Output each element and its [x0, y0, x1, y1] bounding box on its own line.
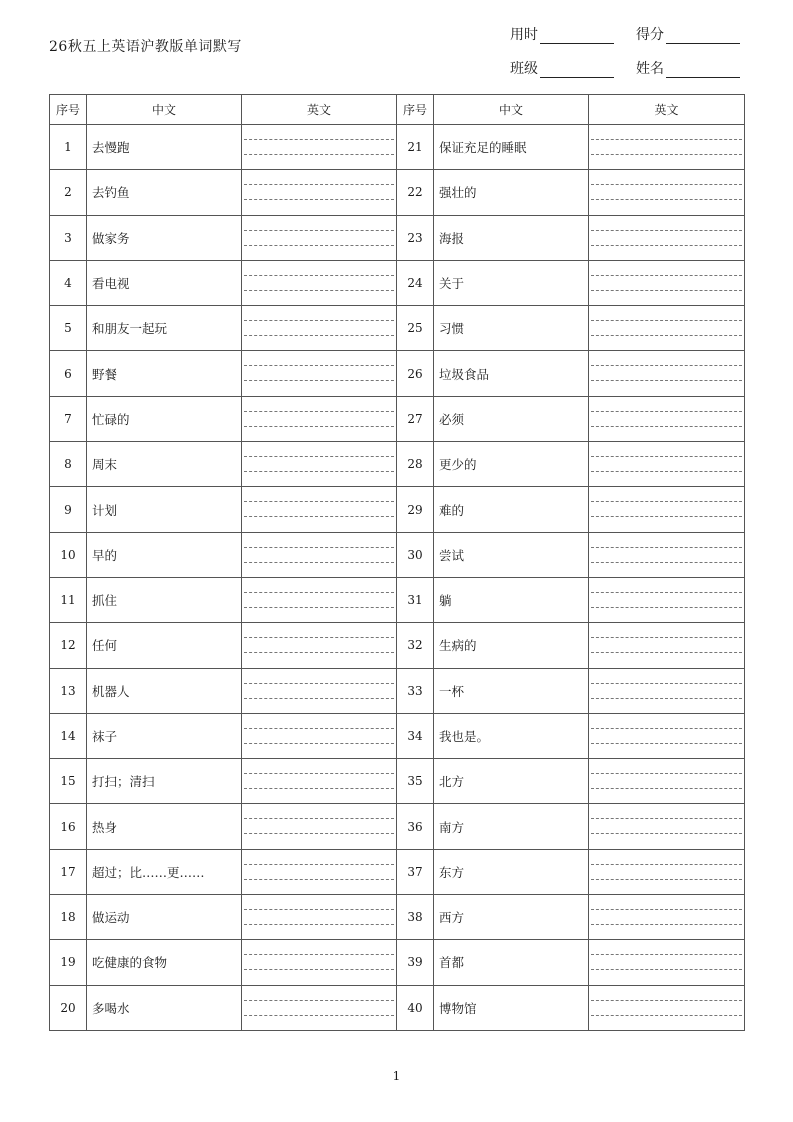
dashed-guide-line — [244, 290, 394, 291]
dashed-guide-line — [244, 184, 394, 185]
dashed-guide-line — [244, 743, 394, 744]
dashed-guide-line — [244, 683, 394, 684]
dashed-guide-line — [244, 909, 394, 910]
english-answer-right[interactable] — [589, 306, 745, 351]
row-number-left: 15 — [50, 759, 87, 804]
english-answer-left[interactable] — [242, 351, 397, 396]
row-number-right: 27 — [397, 396, 434, 441]
dashed-guide-line — [591, 969, 742, 970]
english-answer-left[interactable] — [242, 713, 397, 758]
vocabulary-table — [49, 94, 745, 1031]
english-answer-right[interactable] — [589, 849, 745, 894]
chinese-word-left: 去钓鱼 — [87, 170, 242, 215]
chinese-word-left: 去慢跑 — [87, 125, 242, 170]
dashed-guide-line — [591, 275, 742, 276]
chinese-word-right: 首都 — [434, 940, 589, 985]
english-answer-right[interactable] — [589, 940, 745, 985]
row-number-left: 20 — [50, 985, 87, 1030]
table-row — [50, 804, 745, 849]
dashed-guide-line — [591, 245, 742, 246]
row-number-right: 24 — [397, 260, 434, 305]
chinese-word-left: 吃健康的食物 — [87, 940, 242, 985]
dashed-guide-line — [591, 516, 742, 517]
dashed-guide-line — [591, 728, 742, 729]
chinese-word-right: 强壮的 — [434, 170, 589, 215]
chinese-word-right: 我也是。 — [434, 713, 589, 758]
score-field — [636, 24, 740, 44]
chinese-word-right: 更少的 — [434, 442, 589, 487]
english-answer-right[interactable] — [589, 351, 745, 396]
row-number-right: 39 — [397, 940, 434, 985]
chinese-word-left: 野餐 — [87, 351, 242, 396]
row-number-left: 5 — [50, 306, 87, 351]
dashed-guide-line — [244, 365, 394, 366]
dashed-guide-line — [244, 698, 394, 699]
english-answer-right[interactable] — [589, 577, 745, 622]
chinese-word-right: 北方 — [434, 759, 589, 804]
dashed-guide-line — [591, 788, 742, 789]
table-row — [50, 985, 745, 1030]
chinese-word-left: 早的 — [87, 532, 242, 577]
table-row — [50, 623, 745, 668]
row-number-right: 38 — [397, 895, 434, 940]
dashed-guide-line — [244, 456, 394, 457]
english-answer-left[interactable] — [242, 668, 397, 713]
chinese-word-right: 必须 — [434, 396, 589, 441]
dashed-guide-line — [244, 154, 394, 155]
english-answer-right[interactable] — [589, 532, 745, 577]
english-answer-right[interactable] — [589, 804, 745, 849]
dashed-guide-line — [591, 743, 742, 744]
row-number-right: 29 — [397, 487, 434, 532]
score-label: 得分 — [636, 27, 664, 43]
worksheet-title: 26秋五上英语沪教版单词默写 — [49, 39, 242, 55]
chinese-word-left: 忙碌的 — [87, 396, 242, 441]
row-number-right: 21 — [397, 125, 434, 170]
row-number-left: 3 — [50, 215, 87, 260]
english-answer-right[interactable] — [589, 170, 745, 215]
page-number: 1 — [392, 1069, 401, 1083]
chinese-word-right: 关于 — [434, 260, 589, 305]
dashed-guide-line — [244, 335, 394, 336]
english-answer-left[interactable] — [242, 215, 397, 260]
row-number-right: 28 — [397, 442, 434, 487]
chinese-word-left: 周末 — [87, 442, 242, 487]
header-english-left: 英文 — [242, 95, 397, 125]
english-answer-right[interactable] — [589, 713, 745, 758]
chinese-word-left: 超过；比……更…… — [87, 849, 242, 894]
chinese-word-left: 多喝水 — [87, 985, 242, 1030]
row-number-right: 26 — [397, 351, 434, 396]
row-number-left: 1 — [50, 125, 87, 170]
dashed-guide-line — [244, 562, 394, 563]
chinese-word-left: 看电视 — [87, 260, 242, 305]
dashed-guide-line — [591, 773, 742, 774]
chinese-word-right: 东方 — [434, 849, 589, 894]
chinese-word-right: 习惯 — [434, 306, 589, 351]
dashed-guide-line — [244, 516, 394, 517]
dashed-guide-line — [591, 501, 742, 502]
dashed-guide-line — [244, 864, 394, 865]
dashed-guide-line — [591, 411, 742, 412]
dashed-guide-line — [244, 954, 394, 955]
english-answer-left[interactable] — [242, 532, 397, 577]
dashed-guide-line — [244, 924, 394, 925]
english-answer-left[interactable] — [242, 577, 397, 622]
english-answer-left[interactable] — [242, 849, 397, 894]
row-number-right: 30 — [397, 532, 434, 577]
english-answer-left[interactable] — [242, 396, 397, 441]
table-header-row — [50, 95, 745, 125]
dashed-guide-line — [591, 698, 742, 699]
table-row — [50, 487, 745, 532]
dashed-guide-line — [591, 909, 742, 910]
chinese-word-left: 和朋友一起玩 — [87, 306, 242, 351]
row-number-right: 40 — [397, 985, 434, 1030]
english-answer-right[interactable] — [589, 442, 745, 487]
chinese-word-right: 生病的 — [434, 623, 589, 668]
row-number-left: 19 — [50, 940, 87, 985]
english-answer-right[interactable] — [589, 215, 745, 260]
dashed-guide-line — [244, 637, 394, 638]
dashed-guide-line — [244, 652, 394, 653]
row-number-right: 22 — [397, 170, 434, 215]
row-number-left: 13 — [50, 668, 87, 713]
table-row — [50, 713, 745, 758]
chinese-word-right: 难的 — [434, 487, 589, 532]
english-answer-left[interactable] — [242, 260, 397, 305]
dashed-guide-line — [591, 683, 742, 684]
time-field — [510, 24, 614, 44]
table-row — [50, 532, 745, 577]
class-label: 班级 — [510, 61, 538, 77]
dashed-guide-line — [591, 365, 742, 366]
header-chinese-right: 中文 — [434, 95, 589, 125]
table-row — [50, 125, 745, 170]
chinese-word-right: 躺 — [434, 577, 589, 622]
chinese-word-left: 做运动 — [87, 895, 242, 940]
english-answer-left[interactable] — [242, 170, 397, 215]
dashed-guide-line — [244, 320, 394, 321]
chinese-word-right: 南方 — [434, 804, 589, 849]
english-answer-left[interactable] — [242, 985, 397, 1030]
dashed-guide-line — [591, 456, 742, 457]
row-number-left: 7 — [50, 396, 87, 441]
dashed-guide-line — [244, 199, 394, 200]
dashed-guide-line — [244, 879, 394, 880]
score-blank[interactable] — [666, 29, 740, 44]
header-chinese-left: 中文 — [87, 95, 242, 125]
row-number-right: 31 — [397, 577, 434, 622]
chinese-word-left: 热身 — [87, 804, 242, 849]
dashed-guide-line — [591, 864, 742, 865]
dashed-guide-line — [244, 773, 394, 774]
chinese-word-right: 垃圾食品 — [434, 351, 589, 396]
row-number-left: 14 — [50, 713, 87, 758]
row-number-left: 10 — [50, 532, 87, 577]
row-number-left: 4 — [50, 260, 87, 305]
table-row — [50, 170, 745, 215]
english-answer-left[interactable] — [242, 125, 397, 170]
header-number-left: 序号 — [50, 95, 87, 125]
class-field — [510, 58, 614, 78]
dashed-guide-line — [591, 471, 742, 472]
dashed-guide-line — [244, 139, 394, 140]
table-row — [50, 849, 745, 894]
dashed-guide-line — [244, 788, 394, 789]
row-number-left: 11 — [50, 577, 87, 622]
english-answer-right[interactable] — [589, 895, 745, 940]
dashed-guide-line — [591, 833, 742, 834]
dashed-guide-line — [244, 471, 394, 472]
chinese-word-right: 一杯 — [434, 668, 589, 713]
dashed-guide-line — [244, 607, 394, 608]
dashed-guide-line — [244, 592, 394, 593]
english-answer-right[interactable] — [589, 668, 745, 713]
time-label: 用时 — [510, 27, 538, 43]
row-number-left: 12 — [50, 623, 87, 668]
chinese-word-right: 博物馆 — [434, 985, 589, 1030]
dashed-guide-line — [591, 290, 742, 291]
row-number-left: 17 — [50, 849, 87, 894]
dashed-guide-line — [591, 879, 742, 880]
chinese-word-left: 袜子 — [87, 713, 242, 758]
table-row — [50, 396, 745, 441]
row-number-left: 6 — [50, 351, 87, 396]
english-answer-right[interactable] — [589, 260, 745, 305]
dashed-guide-line — [591, 818, 742, 819]
dashed-guide-line — [591, 199, 742, 200]
chinese-word-left: 计划 — [87, 487, 242, 532]
chinese-word-right: 尝试 — [434, 532, 589, 577]
dashed-guide-line — [591, 335, 742, 336]
time-blank[interactable] — [540, 29, 614, 44]
english-answer-left[interactable] — [242, 487, 397, 532]
dashed-guide-line — [244, 230, 394, 231]
dashed-guide-line — [244, 1015, 394, 1016]
row-number-right: 36 — [397, 804, 434, 849]
dashed-guide-line — [244, 833, 394, 834]
dashed-guide-line — [591, 320, 742, 321]
table-row — [50, 351, 745, 396]
english-answer-right[interactable] — [589, 623, 745, 668]
table-row — [50, 895, 745, 940]
dashed-guide-line — [591, 1015, 742, 1016]
dashed-guide-line — [244, 275, 394, 276]
table-row — [50, 215, 745, 260]
english-answer-right[interactable] — [589, 759, 745, 804]
table-row — [50, 577, 745, 622]
dashed-guide-line — [244, 547, 394, 548]
dashed-guide-line — [591, 924, 742, 925]
row-number-left: 9 — [50, 487, 87, 532]
dashed-guide-line — [591, 230, 742, 231]
dashed-guide-line — [591, 154, 742, 155]
english-answer-left[interactable] — [242, 442, 397, 487]
dashed-guide-line — [244, 501, 394, 502]
name-field — [636, 58, 740, 78]
table-row — [50, 759, 745, 804]
english-answer-left[interactable] — [242, 804, 397, 849]
dashed-guide-line — [591, 592, 742, 593]
english-answer-left[interactable] — [242, 895, 397, 940]
dashed-guide-line — [244, 411, 394, 412]
header-number-right: 序号 — [397, 95, 434, 125]
row-number-right: 33 — [397, 668, 434, 713]
row-number-left: 2 — [50, 170, 87, 215]
dashed-guide-line — [591, 426, 742, 427]
dashed-guide-line — [591, 184, 742, 185]
row-number-left: 16 — [50, 804, 87, 849]
english-answer-right[interactable] — [589, 985, 745, 1030]
row-number-right: 23 — [397, 215, 434, 260]
english-answer-right[interactable] — [589, 125, 745, 170]
dashed-guide-line — [244, 245, 394, 246]
chinese-word-left: 任何 — [87, 623, 242, 668]
english-answer-right[interactable] — [589, 487, 745, 532]
dashed-guide-line — [591, 954, 742, 955]
row-number-right: 25 — [397, 306, 434, 351]
chinese-word-left: 做家务 — [87, 215, 242, 260]
header-english-right: 英文 — [589, 95, 745, 125]
row-number-left: 18 — [50, 895, 87, 940]
table-row — [50, 668, 745, 713]
row-number-right: 37 — [397, 849, 434, 894]
dashed-guide-line — [244, 969, 394, 970]
table-row — [50, 260, 745, 305]
dashed-guide-line — [244, 1000, 394, 1001]
row-number-right: 35 — [397, 759, 434, 804]
english-answer-right[interactable] — [589, 396, 745, 441]
dashed-guide-line — [591, 652, 742, 653]
chinese-word-right: 海报 — [434, 215, 589, 260]
chinese-word-left: 打扫；清扫 — [87, 759, 242, 804]
table-row — [50, 442, 745, 487]
name-label: 姓名 — [636, 61, 664, 77]
dashed-guide-line — [591, 380, 742, 381]
english-answer-left[interactable] — [242, 940, 397, 985]
dashed-guide-line — [591, 607, 742, 608]
english-answer-left[interactable] — [242, 759, 397, 804]
dashed-guide-line — [244, 728, 394, 729]
chinese-word-right: 西方 — [434, 895, 589, 940]
chinese-word-right: 保证充足的睡眠 — [434, 125, 589, 170]
row-number-left: 8 — [50, 442, 87, 487]
dashed-guide-line — [244, 818, 394, 819]
dashed-guide-line — [591, 547, 742, 548]
dashed-guide-line — [244, 426, 394, 427]
row-number-right: 32 — [397, 623, 434, 668]
dashed-guide-line — [591, 139, 742, 140]
row-number-right: 34 — [397, 713, 434, 758]
english-answer-left[interactable] — [242, 306, 397, 351]
english-answer-left[interactable] — [242, 623, 397, 668]
chinese-word-left: 抓住 — [87, 577, 242, 622]
dashed-guide-line — [591, 562, 742, 563]
table-row — [50, 940, 745, 985]
dashed-guide-line — [591, 1000, 742, 1001]
class-blank[interactable] — [540, 63, 614, 78]
dashed-guide-line — [591, 637, 742, 638]
name-blank[interactable] — [666, 63, 740, 78]
dashed-guide-line — [244, 380, 394, 381]
chinese-word-left: 机器人 — [87, 668, 242, 713]
table-row — [50, 306, 745, 351]
